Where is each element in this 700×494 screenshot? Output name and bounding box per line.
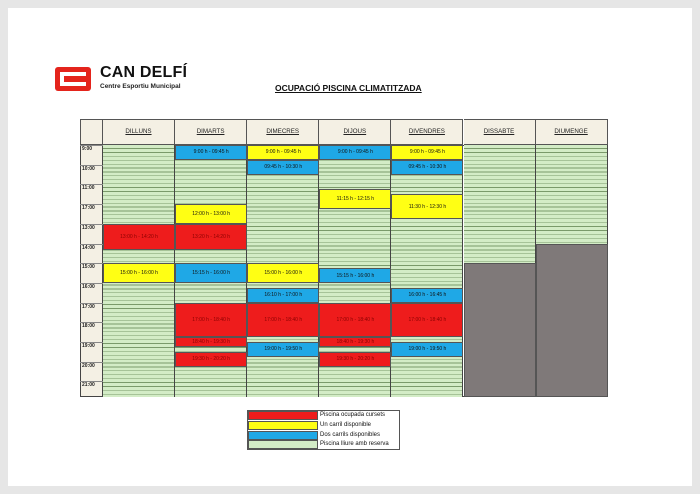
hour-label: 17:00: [82, 303, 95, 310]
hour-label: 13:00: [82, 224, 95, 231]
schedule-block-blue: 15:15 h - 16:00 h: [319, 268, 391, 283]
schedule-block-blue: 09:45 h - 10:30 h: [247, 160, 319, 175]
schedule-block-yellow: 15:00 h - 16:00 h: [247, 263, 319, 283]
day-header-dimarts: DIMARTS: [175, 119, 247, 145]
hour-divider: [80, 303, 103, 304]
hour-divider: [80, 342, 103, 343]
hour-label: 9:00: [82, 146, 93, 152]
schedule-block-blue: 09:45 h - 10:30 h: [391, 160, 463, 175]
hour-label: 10:00: [82, 165, 95, 172]
hour-label: 18:00: [82, 323, 95, 330]
brand-subtitle: Centre Esportiu Municipal: [100, 83, 181, 90]
legend-label: Piscina ocupada cursets: [320, 412, 386, 418]
schedule-block-red: 13:20 h - 14:20 h: [175, 224, 247, 250]
hour-label: 14:00: [82, 244, 95, 251]
schedule-block-red: 17:00 h - 18:40 h: [319, 303, 391, 337]
brand-name: CAN DELFÍ: [100, 64, 188, 81]
schedule-block-yellow: 9:00 h - 09:45 h: [391, 145, 463, 160]
schedule-block-yellow: 15:00 h - 16:00 h: [103, 263, 175, 283]
schedule-block-yellow: 9:00 h - 09:45 h: [247, 145, 319, 160]
hour-label: 21:00: [82, 382, 95, 389]
legend-swatch: [248, 440, 318, 449]
hour-label: 20:00: [82, 362, 95, 369]
schedule-block-blue: 19:00 h - 19:50 h: [391, 342, 463, 357]
day-header-dilluns: DILLUNS: [103, 119, 175, 145]
schedule-block-red: 19:30 h - 20:20 h: [319, 352, 391, 367]
page-title: OCUPACIÓ PISCINA CLIMATITZADA: [275, 83, 422, 93]
table-corner-cell: [80, 119, 103, 145]
schedule-block-yellow: 11:15 h - 12:15 h: [319, 189, 391, 209]
hour-divider: [80, 145, 103, 146]
can-delfi-logo-icon: [54, 66, 92, 92]
closed-block: [464, 263, 536, 397]
schedule-block-blue: 15:15 h - 16:00 h: [175, 263, 247, 283]
hour-label: 16:00: [82, 283, 95, 290]
hour-label: 11:00: [82, 185, 95, 192]
schedule-block-red: 17:00 h - 18:40 h: [391, 303, 463, 337]
schedule-block-red: 17:00 h - 18:40 h: [175, 303, 247, 337]
legend-label: Dos carrils disponibles: [320, 431, 381, 438]
schedule-block-red: 13:00 h - 14:20 h: [103, 224, 175, 250]
hour-label: 15:00: [82, 264, 95, 271]
legend-swatch: [248, 421, 318, 430]
day-header-divendres: DIVENDRES: [391, 119, 463, 145]
schedule-block-blue: 16:10 h - 17:00 h: [247, 288, 319, 303]
hour-divider: [80, 283, 103, 284]
hour-divider: [80, 184, 103, 185]
hour-column: [80, 145, 103, 397]
hour-label: 19:00: [82, 343, 95, 349]
hour-divider: [80, 204, 103, 205]
day-header-diumenge: DIUMENGE: [536, 119, 608, 145]
schedule-block-red: 19:30 h - 20:20 h: [175, 352, 247, 367]
schedule-block-red: 18:40 h - 19:30 h: [175, 337, 247, 347]
hour-divider: [80, 244, 103, 245]
schedule-block-blue: 9:00 h - 09:45 h: [175, 145, 247, 160]
hour-label: 17:00: [82, 205, 95, 212]
hour-divider: [80, 224, 103, 225]
hour-divider: [80, 165, 103, 166]
schedule-block-blue: 9:00 h - 09:45 h: [319, 145, 391, 160]
hour-divider: [80, 322, 103, 323]
hour-divider: [80, 381, 103, 382]
legend-label: Piscina lliure amb reserva: [320, 441, 389, 448]
hour-divider: [80, 362, 103, 363]
schedule-block-yellow: 12:00 h - 13:00 h: [175, 204, 247, 224]
schedule-block-blue: 16:00 h - 16:45 h: [391, 288, 463, 303]
closed-block: [536, 244, 608, 398]
hour-divider: [80, 263, 103, 264]
schedule-block-red: 18:40 h - 19:30 h: [319, 337, 391, 347]
schedule-block-blue: 19:00 h - 19:50 h: [247, 342, 319, 357]
day-header-dimecres: DIMECRES: [247, 119, 319, 145]
legend-swatch: [248, 431, 318, 440]
legend-swatch: [248, 411, 318, 420]
day-column-divendres: [391, 145, 463, 397]
day-header-dissabte: DISSABTE: [464, 119, 536, 145]
schedule-block-red: 17:00 h - 18:40 h: [247, 303, 319, 337]
legend-label: Un carril disponible: [320, 421, 372, 428]
schedule-block-yellow: 11:30 h - 12:30 h: [391, 194, 463, 219]
day-header-dijous: DIJOUS: [319, 119, 391, 145]
